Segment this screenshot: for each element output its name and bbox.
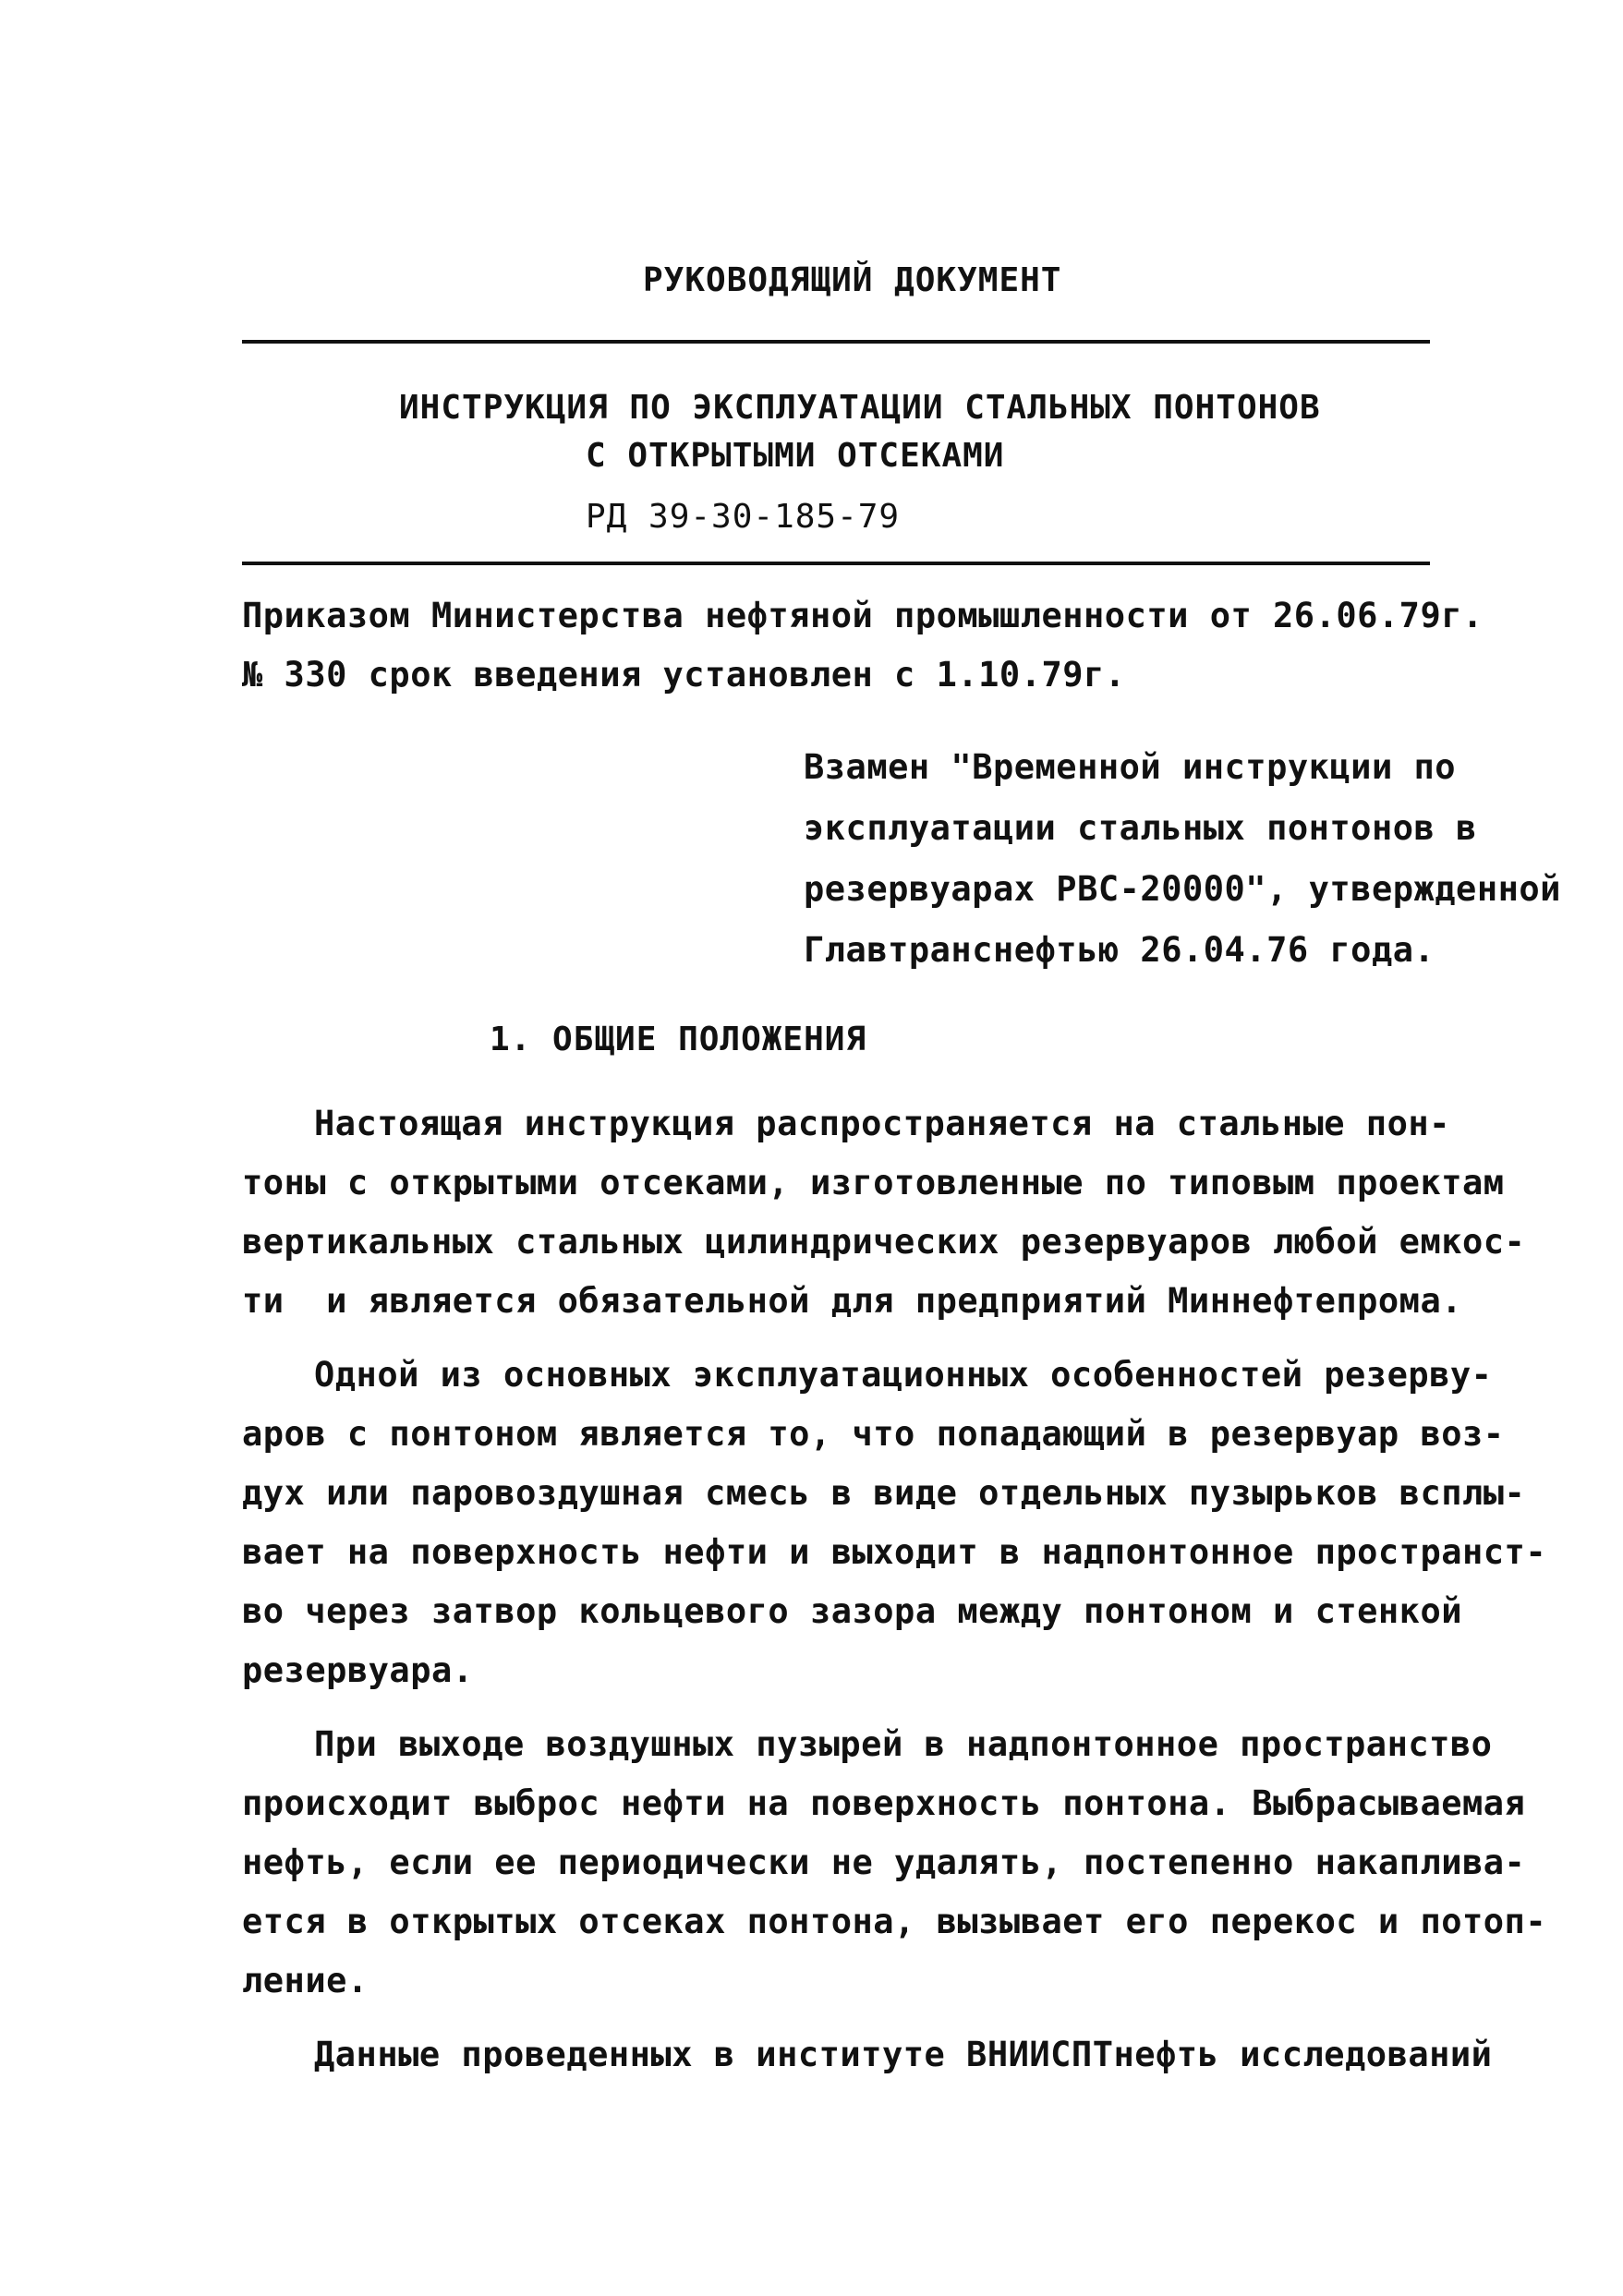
- replaces-line2: эксплуатации стальных понтонов в: [804, 808, 1477, 848]
- replaces-line4: Главтранснефтью 26.04.76 года.: [804, 930, 1435, 970]
- p3-line3: нефть, если ее периодически не удалять, постепенно накаплива-: [242, 1843, 1526, 1882]
- p1-line4: ти и является обязательной для предприятий Миннефтепрома.: [242, 1281, 1463, 1321]
- top-rule: [242, 340, 1430, 344]
- section-heading: 1. ОБЩИЕ ПОЛОЖЕНИЯ: [490, 1021, 867, 1058]
- p1-line2: тоны с открытыми отсеками, изготовленные по типовым проектам: [242, 1163, 1505, 1202]
- p1-line1: Настоящая инструкция распространяется на стальные пон-: [314, 1104, 1450, 1143]
- order-line1: Приказом Министерства нефтяной промышленности от 26.06.79г.: [242, 596, 1484, 635]
- p2-line5: во через затвор кольцевого зазора между понтоном и стенкой: [242, 1591, 1463, 1631]
- doc-title-line1: ИНСТРУКЦИЯ ПО ЭКСПЛУАТАЦИИ СТАЛЬНЫХ ПОНТОНОВ: [399, 389, 1321, 427]
- replaces-line1: Взамен "Временной инструкции по: [804, 747, 1457, 787]
- doc-title-line2: С ОТКРЫТЫМИ ОТСЕКАМИ: [586, 437, 1005, 475]
- p3-line1: При выходе воздушных пузырей в надпонтонное пространство: [314, 1724, 1493, 1764]
- bottom-rule: [242, 562, 1430, 565]
- p2-line3: дух или паровоздушная смесь в виде отдельных пузырьков всплы-: [242, 1473, 1526, 1513]
- document-type-title: РУКОВОДЯЩИЙ ДОКУМЕНТ: [643, 261, 1062, 299]
- p2-line6: резервуара.: [242, 1650, 474, 1690]
- doc-number: РД 39-30-185-79: [586, 498, 901, 536]
- p3-line4: ется в открытых отсеках понтона, вызывает его перекос и потоп-: [242, 1902, 1547, 1941]
- order-line2: № 330 срок введения установлен с 1.10.79г.: [242, 655, 1126, 695]
- p2-line2: аров с понтоном является то, что попадающий в резервуар воз-: [242, 1414, 1505, 1454]
- replaces-line3: резервуарах РВС-20000", утвержденной: [804, 869, 1561, 909]
- p4-line1: Данные проведенных в институте ВНИИСПТнефть исследований: [314, 2035, 1493, 2074]
- p3-line2: происходит выброс нефти на поверхность понтона. Выбрасываемая: [242, 1783, 1526, 1823]
- p2-line4: вает на поверхность нефти и выходит в надпонтонное пространст-: [242, 1532, 1547, 1572]
- p2-line1: Одной из основных эксплуатационных особенностей резерву-: [314, 1355, 1493, 1395]
- p1-line3: вертикальных стальных цилиндрических резервуаров любой емкос-: [242, 1222, 1526, 1262]
- p3-line5: ление.: [242, 1961, 369, 2000]
